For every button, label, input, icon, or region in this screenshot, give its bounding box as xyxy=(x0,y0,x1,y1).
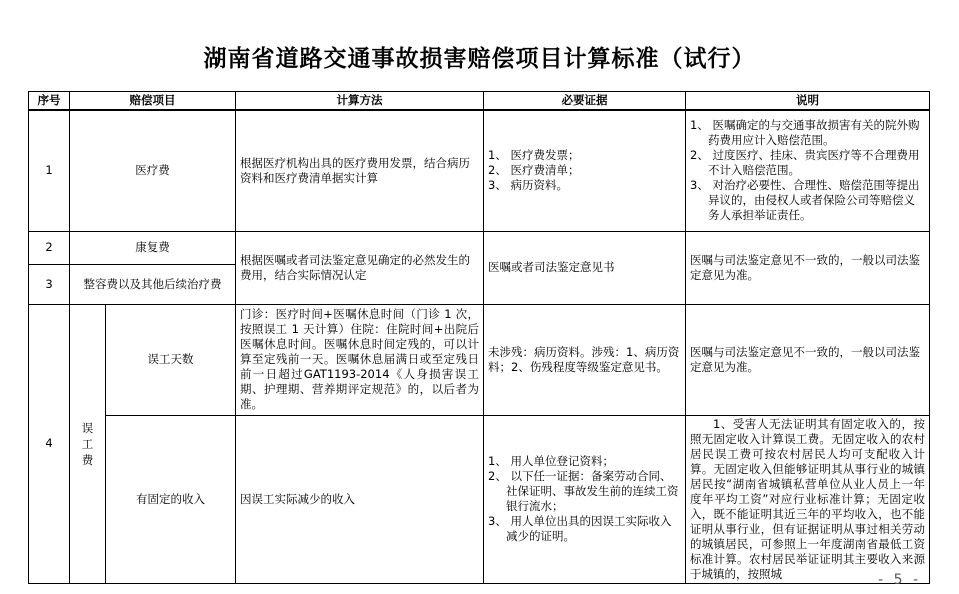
row-method: 根据医嘱或者司法鉴定意见确定的必然发生的费用，结合实际情况认定 xyxy=(236,231,484,304)
row-item: 康复费 xyxy=(70,231,236,264)
evidence-item: 2、 医疗费清单； xyxy=(488,163,580,178)
header-note: 说明 xyxy=(686,92,930,111)
header-method: 计算方法 xyxy=(236,92,484,111)
row-method: 门诊：医疗时间+医嘱休息时间（门诊 1 次，按照误工 1 天计算）住院：住院时间+出院后医嘱休息时间。医嘱休息时间定残的，可以计算至定残前一天。医嘱休息届满日或至定残日前一日超过GAT1193-2014《人身损害误工期、护理期、营养期评定规范》的，以后者为准。 xyxy=(236,304,484,415)
note-item: 3、 对治疗必要性、合理性、赔偿范围等提出异议的，由侵权人或者保险公司等赔偿义务人承担举证责任。 xyxy=(690,178,920,223)
evidence-item: 3、 用人单位出具的因误工实际收入减少的证明。 xyxy=(488,514,672,543)
row-group-item xyxy=(70,304,106,583)
table-row xyxy=(29,415,930,583)
evidence-item: 3、 病历资料。 xyxy=(488,178,568,193)
row-item: 整容费以及其他后续治疗费 xyxy=(70,264,236,304)
row-note xyxy=(686,110,930,231)
compensation-table xyxy=(28,91,930,584)
evidence-item: 1、 医疗费发票； xyxy=(488,148,580,163)
row-method: 因误工实际减少的收入 xyxy=(236,415,484,583)
note-item: 2、 过度医疗、挂床、贵宾医疗等不合理费用不计入赔偿范围。 xyxy=(690,148,920,178)
table-header-row xyxy=(29,92,930,111)
row-item: 误工天数 xyxy=(106,304,236,415)
header-no: 序号 xyxy=(29,92,70,111)
row-evidence: 未涉残：病历资料。涉残：1、病历资料；2、伤残程度等级鉴定意见书。 xyxy=(484,304,686,415)
evidence-item: 2、 以下任一证据：备案劳动合同、社保证明、事故发生前的连续工资银行流水； xyxy=(488,469,679,513)
header-item: 赔偿项目 xyxy=(70,92,236,111)
evidence-item: 1、 用人单位登记资料； xyxy=(488,454,614,468)
row-item: 有固定的收入 xyxy=(106,415,236,583)
row-note: 医嘱与司法鉴定意见不一致的，一般以司法鉴定意见为准。 xyxy=(686,304,930,415)
row-note: 医嘱与司法鉴定意见不一致的，一般以司法鉴定意见为准。 xyxy=(686,231,930,304)
page-number: - 5 - xyxy=(878,572,921,588)
document-title: 湖南省道路交通事故损害赔偿项目计算标准（试行） xyxy=(203,45,756,72)
row-no: 4 xyxy=(29,304,70,583)
row-no: 2 xyxy=(29,231,70,264)
row-method: 根据医疗机构出具的医疗费用发票，结合病历资料和医疗费清单据实计算 xyxy=(236,110,484,231)
row-evidence xyxy=(484,110,686,231)
row-evidence xyxy=(484,415,686,583)
row-no: 3 xyxy=(29,264,70,304)
row-note xyxy=(686,415,930,583)
note-item: 1、 医嘱确定的与交通事故损害有关的院外购药费用应计入赔偿范围。 xyxy=(690,118,920,148)
table-row xyxy=(29,304,930,415)
row-no: 1 xyxy=(29,110,70,231)
row-evidence: 医嘱或者司法鉴定意见书 xyxy=(484,231,686,304)
header-evidence: 必要证据 xyxy=(484,92,686,111)
note-paragraph: 1、受害人无法证明其有固定收入的，按照无固定收入计算误工费。无固定收入的农村居民误工费可按农村居民人均可支配收入计算。无固定收入但能够证明其从事行业的城镇居民按“湖南省城镇私营单位从业人员上一年度年平均工资”对应行业标准计算；无固定收入，既不能证明其近三年的平均收入，也不能证明从事行业，但有证据证明从事过相关劳动的城镇居民，可参照上一年度湖南省最低工资标准计算。农村居民举证证明其主要收入来源于城镇的，按照城 xyxy=(690,416,925,581)
table-row xyxy=(29,231,930,264)
table-row xyxy=(29,110,930,231)
row-item: 医疗费 xyxy=(70,110,236,231)
vertical-label: 误工费 xyxy=(81,420,94,467)
